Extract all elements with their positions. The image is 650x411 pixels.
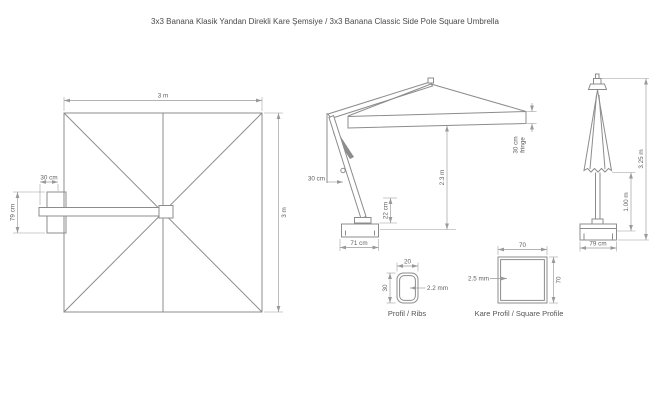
dim-plan-bracket-height: 79 cm bbox=[9, 203, 17, 222]
dim-side-clearance: 2.3 m bbox=[439, 169, 446, 186]
dim-rib-width: 20 bbox=[403, 258, 412, 266]
square-profile-caption: Kare Profil / Square Profile bbox=[474, 309, 564, 318]
dim-fringe-word: fringe bbox=[519, 137, 527, 153]
drawing-title: 3x3 Banana Klasik Yandan Direkli Kare Şemsiye / 3x3 Banana Classic Side Pole Square Umbrella bbox=[151, 17, 499, 26]
dim-side-base-width: 71 cm bbox=[350, 240, 368, 247]
rib-profile-caption: Profil / Ribs bbox=[387, 309, 427, 318]
dim-fringe-size: 30 cm bbox=[512, 136, 520, 154]
support-arm-plan bbox=[39, 208, 166, 217]
dim-closed-pole-height: 1.00 m bbox=[623, 192, 630, 212]
dim-side-pole-offset: 30 cm bbox=[307, 175, 325, 183]
dim-plan-width: 3 m bbox=[157, 92, 169, 100]
dim-side-base-height: 22 cm bbox=[382, 201, 390, 220]
pole-foot bbox=[355, 218, 372, 224]
pole-collar bbox=[592, 219, 603, 224]
dim-closed-base-width: 79 cm bbox=[589, 240, 607, 248]
hub-plan bbox=[159, 206, 173, 219]
dim-square-wall: 2.5 mm bbox=[468, 275, 489, 283]
dim-rib-wall: 2.2 mm bbox=[427, 285, 448, 292]
apex-fitting bbox=[428, 78, 434, 83]
dim-plan-pole-offset: 30 cm bbox=[40, 174, 58, 182]
dim-rib-height: 30 bbox=[382, 284, 389, 292]
dim-square-height: 70 bbox=[555, 276, 563, 284]
dim-plan-height: 3 m bbox=[281, 207, 288, 218]
dim-closed-total-height: 3.25 m bbox=[638, 149, 645, 169]
dim-square-width: 70 bbox=[518, 242, 527, 249]
